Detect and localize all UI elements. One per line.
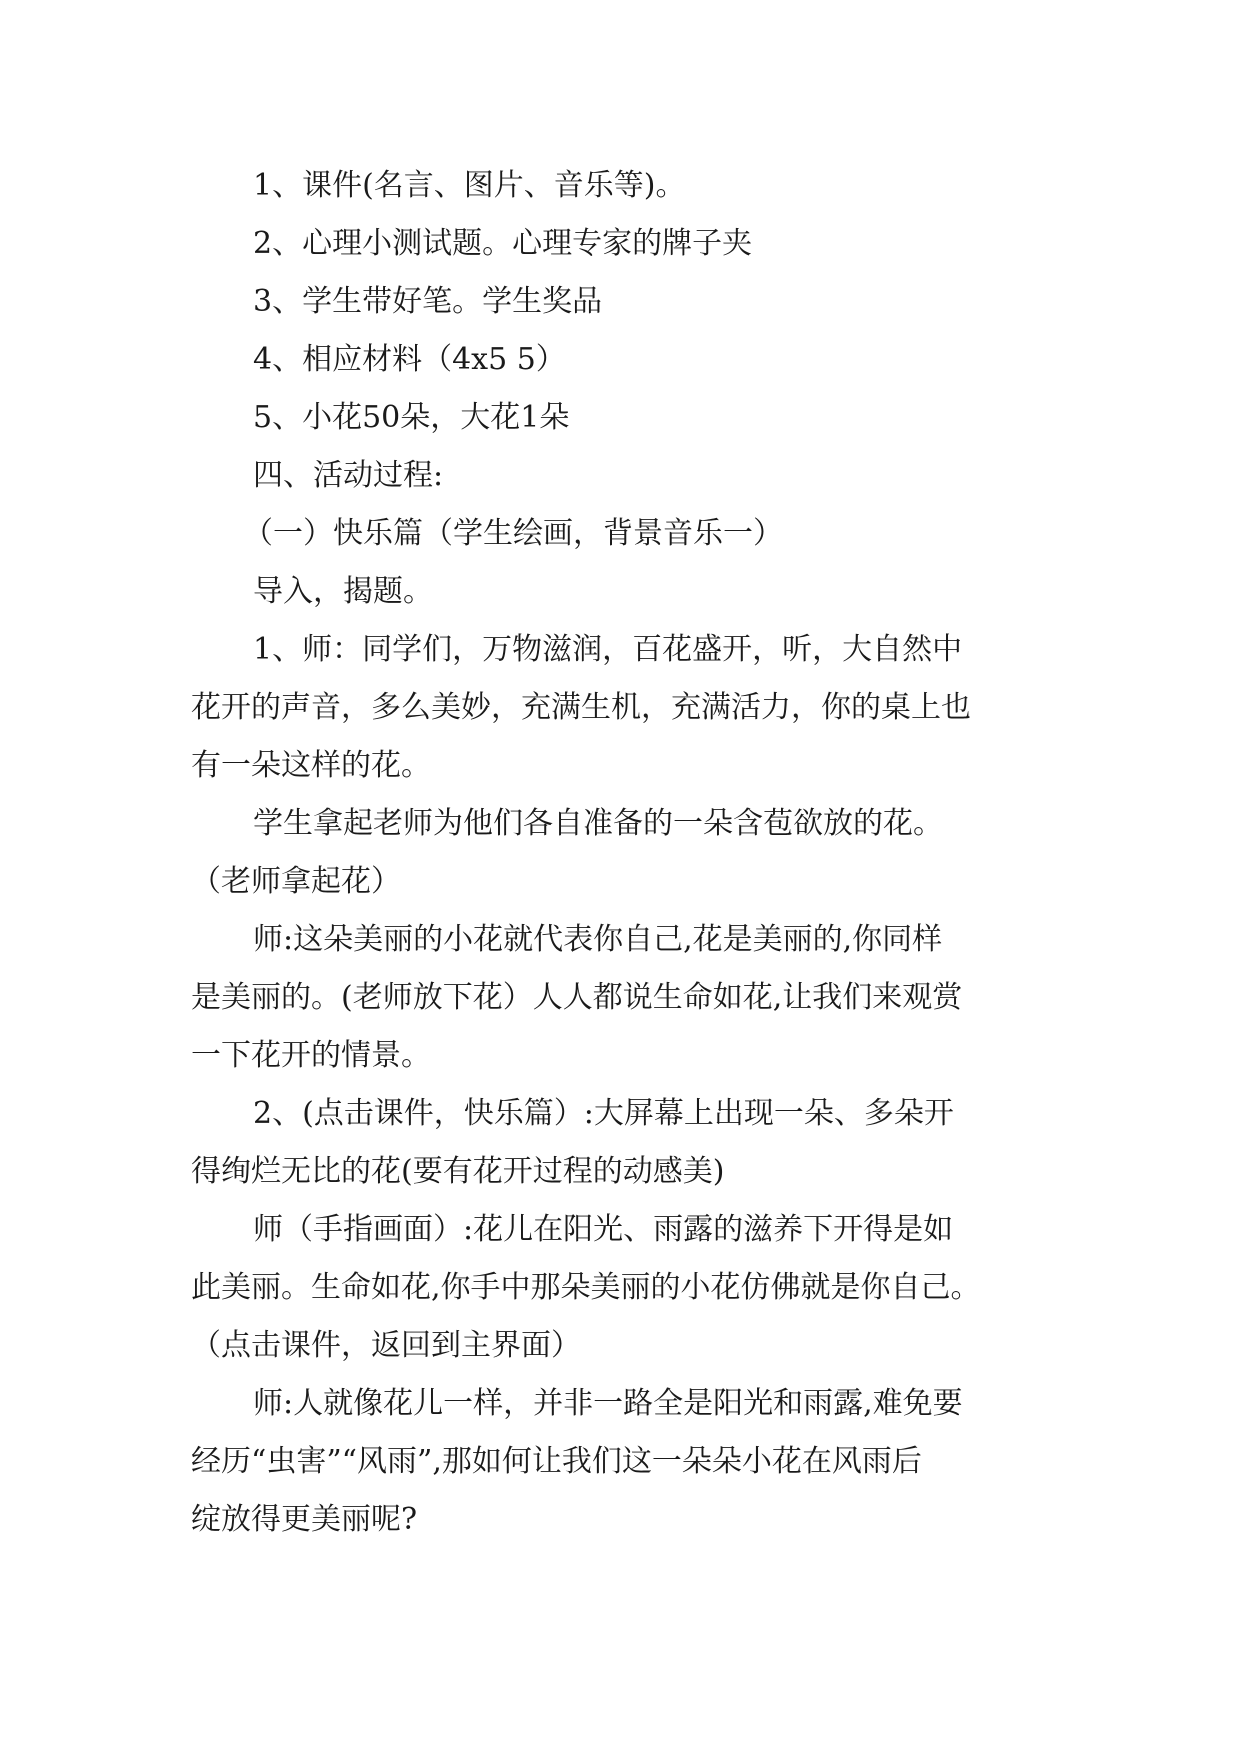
- paragraph-line: 有一朵这样的花。: [191, 748, 431, 783]
- paragraph-line: 师:人就像花儿一样，并非一路全是阳光和雨露,难免要: [253, 1386, 963, 1421]
- paragraph-line: 学生拿起老师为他们各自准备的一朵含苞欲放的花。: [253, 806, 943, 841]
- paragraph-line: 此美丽。生命如花,你手中那朵美丽的小花仿佛就是你自己。: [191, 1270, 981, 1305]
- material-item-5: 5、小花50朵，大花1朵: [253, 400, 570, 435]
- paragraph-line: 经历“虫害”“风雨”,那如何让我们这一朵朵小花在风雨后: [191, 1444, 922, 1479]
- paragraph-line: 师（手指画面）:花儿在阳光、雨露的滋养下开得是如: [253, 1212, 954, 1247]
- material-item-2: 2、心理小测试题。心理专家的牌子夹: [253, 226, 753, 261]
- paragraph-line: 导入，揭题。: [253, 574, 433, 609]
- paragraph-line: 绽放得更美丽呢?: [191, 1502, 418, 1537]
- paragraph-line: （点击课件，返回到主界面）: [191, 1328, 581, 1363]
- paragraph-line: 2、(点击课件，快乐篇）:大屏幕上出现一朵、多朵开: [253, 1096, 954, 1131]
- paragraph-line: 1、师：同学们，万物滋润，百花盛开，听，大自然中: [253, 632, 963, 667]
- paragraph-line: 是美丽的。(老师放下花）人人都说生命如花,让我们来观赏: [191, 980, 963, 1015]
- material-item-3: 3、学生带好笔。学生奖品: [253, 284, 603, 319]
- material-item-1: 1、课件(名言、图片、音乐等)。: [253, 168, 686, 203]
- document-body: [191, 157, 1061, 1549]
- material-item-4: 4、相应材料（4x5 5）: [253, 342, 566, 377]
- paragraph-line: 得绚烂无比的花(要有花开过程的动感美): [191, 1154, 725, 1189]
- subsection-heading: （一）快乐篇（学生绘画，背景音乐一）: [243, 516, 783, 551]
- paragraph-line: 师:这朵美丽的小花就代表你自己,花是美丽的,你同样: [253, 922, 943, 957]
- paragraph-line: 花开的声音，多么美妙，充满生机，充满活力，你的桌上也: [191, 690, 971, 725]
- section-heading: 四、活动过程:: [253, 458, 444, 493]
- paragraph-line: （老师拿起花）: [191, 864, 401, 899]
- paragraph-line: 一下花开的情景。: [191, 1038, 431, 1073]
